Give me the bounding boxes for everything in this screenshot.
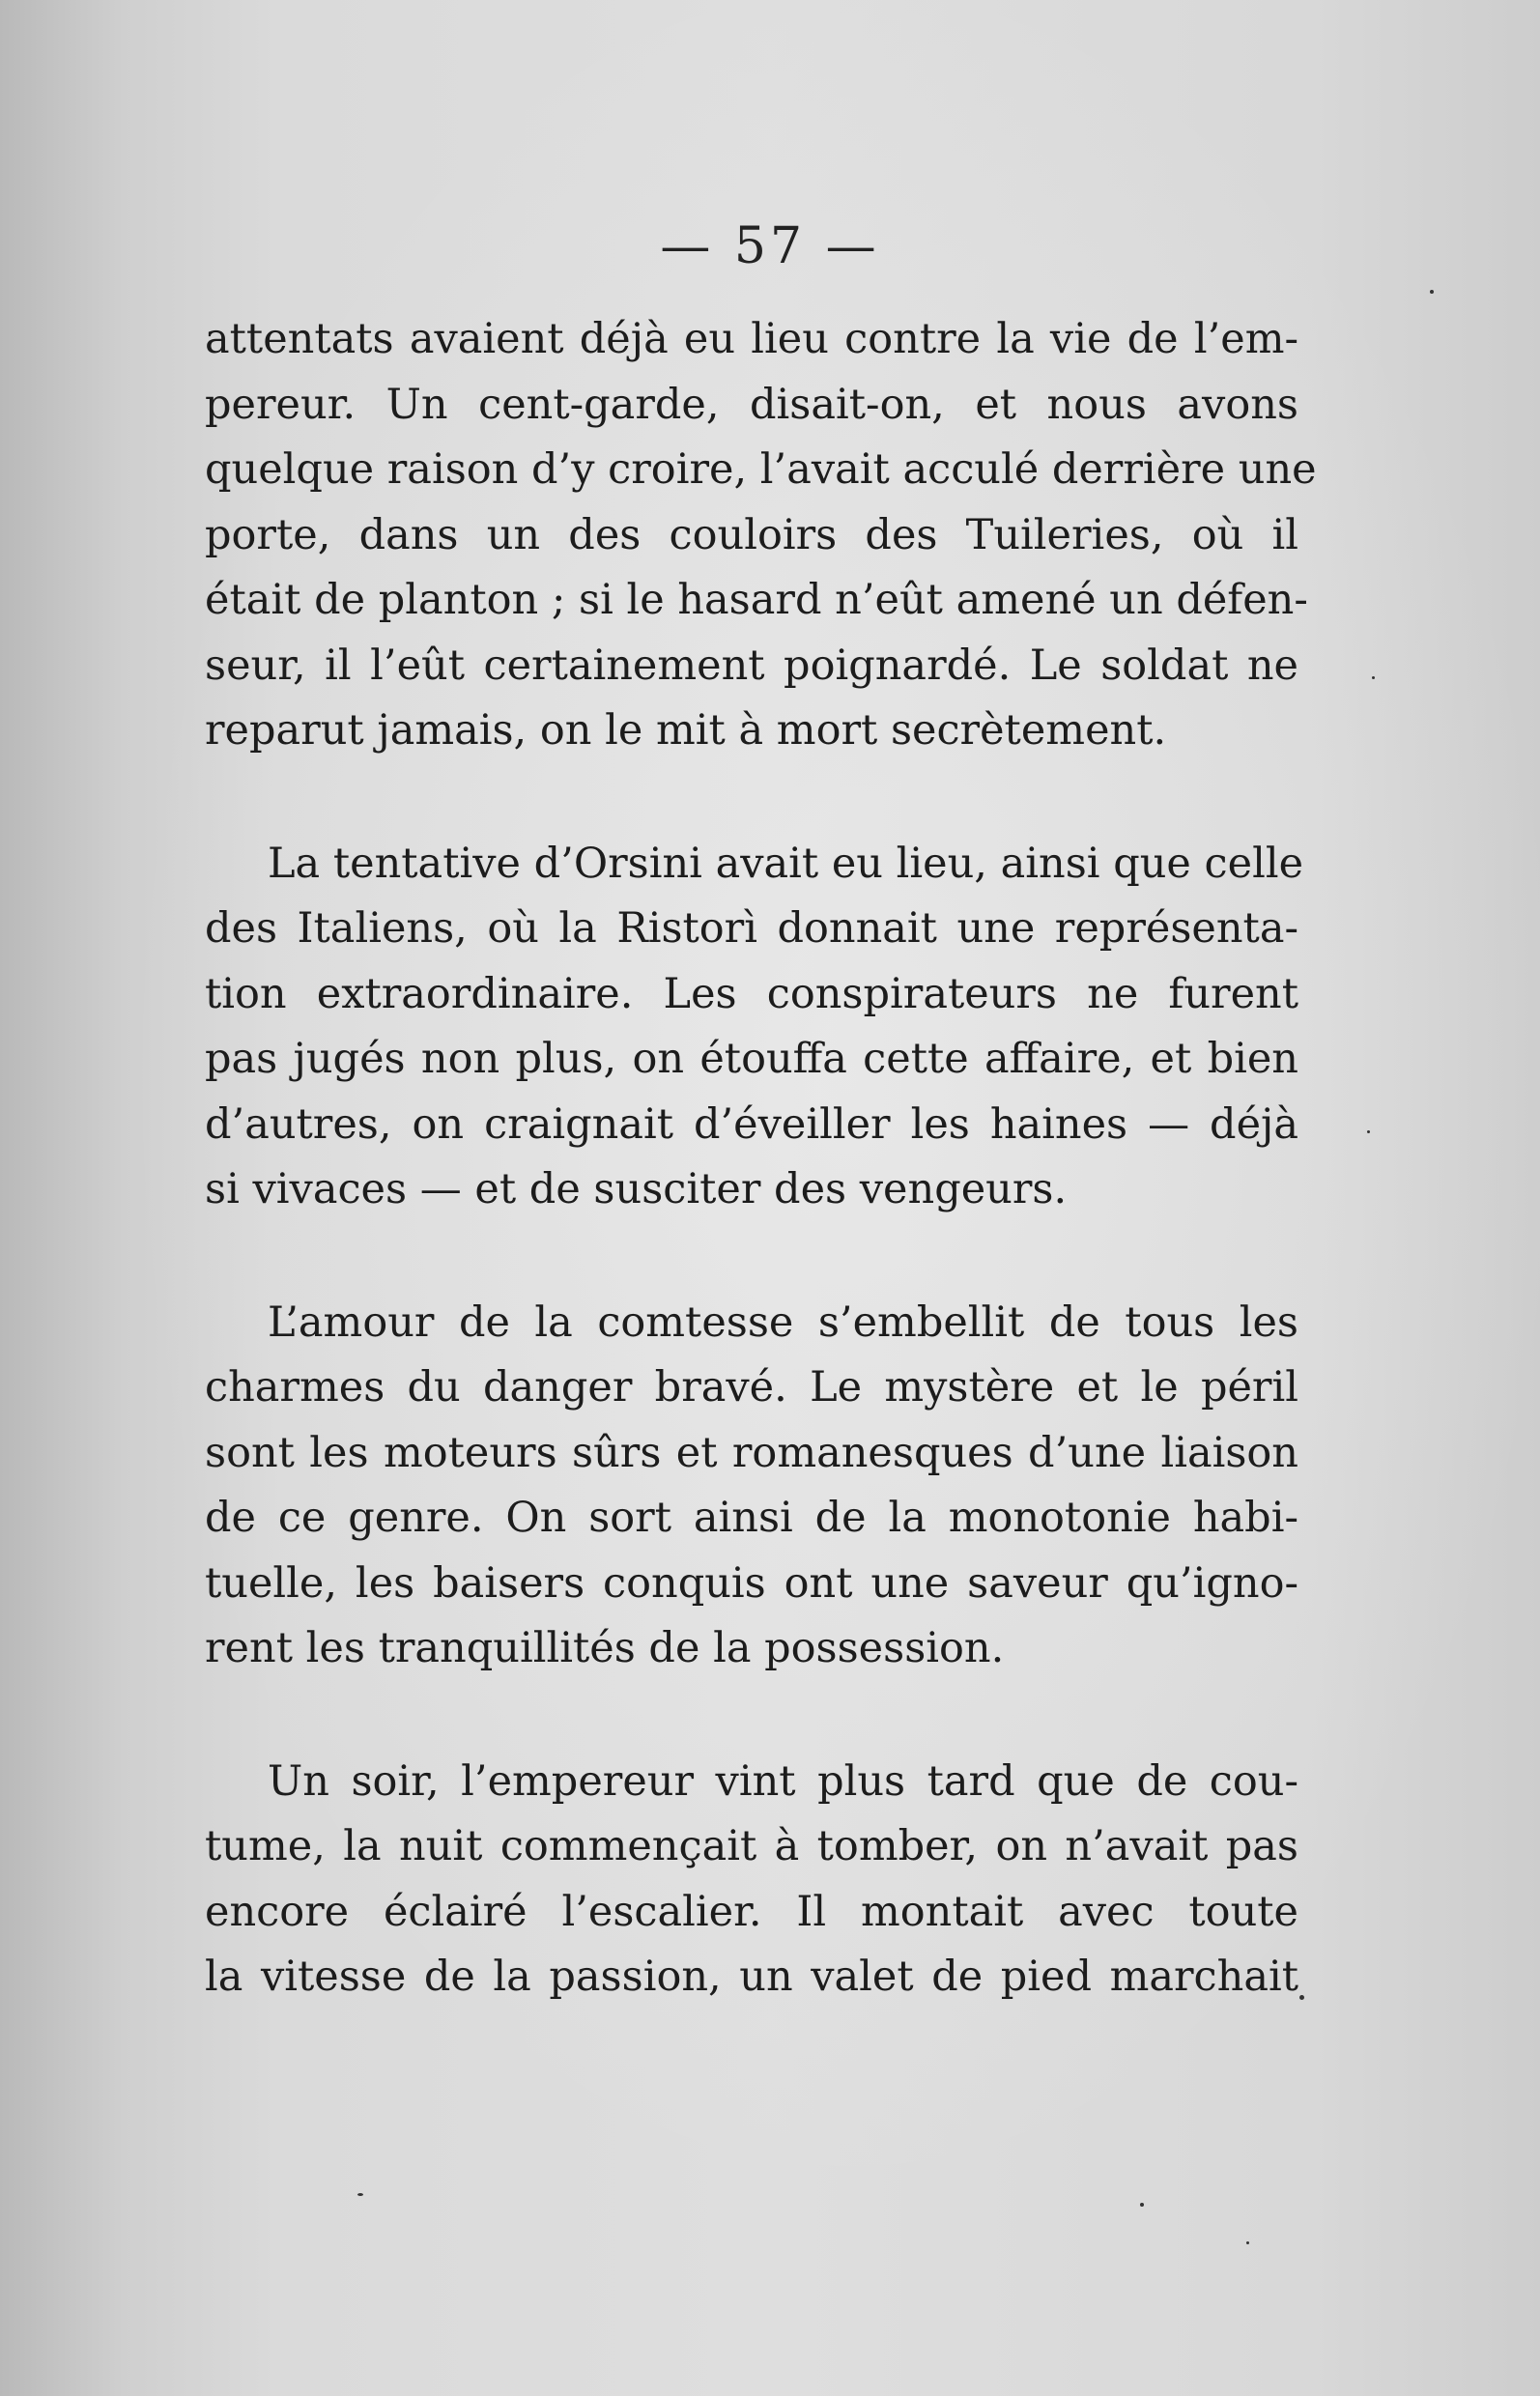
paragraph-4: [205, 1750, 1298, 2011]
text-line: La tentative d’Orsini avait eu lieu, ainsi que celle: [268, 839, 1304, 888]
text-line: encore éclairé l’escalier. Il montait avec toute: [205, 1887, 1298, 1936]
paper-speck: [1372, 676, 1375, 679]
paper-speck: [1246, 2241, 1249, 2244]
paper-speck: [1140, 2203, 1144, 2207]
text-line: tuelle, les baisers conquis ont une saveur qu’igno-: [205, 1558, 1298, 1608]
paper-speck: [1299, 1995, 1304, 2000]
text-line: pereur. Un cent-garde, disait-on, et nous avons: [205, 380, 1298, 429]
text-line: de ce genre. On sort ainsi de la monotonie habi-: [205, 1494, 1298, 1542]
text-line: était de planton ; si le hasard n’eût amené un défen-: [205, 576, 1308, 624]
text-line: quelque raison d’y croire, l’avait acculé derrière une: [205, 445, 1317, 494]
body-text: [205, 307, 1317, 2078]
text-line: seur, il l’eût certainement poignardé. Le soldat ne: [205, 641, 1298, 690]
text-line: tion extraordinaire. Les conspirateurs ne furent: [205, 969, 1298, 1018]
page-number: — 57 —: [660, 217, 880, 275]
text-line: L’amour de la comtesse s’embellit de tous les: [268, 1298, 1298, 1347]
text-line: rent les tranquillités de la possession.: [205, 1624, 1005, 1672]
paragraph-1: [205, 307, 1317, 764]
text-line: porte, dans un des couloirs des Tuileries, où il: [205, 510, 1298, 559]
paragraph-3: [205, 1291, 1298, 1682]
paper-speck: [1367, 1130, 1370, 1133]
text-line: d’autres, on craignait d’éveiller les haines — déjà: [205, 1099, 1298, 1149]
text-line: tume, la nuit commençait à tomber, on n’avait pas: [205, 1822, 1298, 1870]
text-line: sont les moteurs sûrs et romanesques d’une liaison: [205, 1428, 1298, 1477]
paragraph-2: [205, 832, 1304, 1223]
text-line: Un soir, l’empereur vint plus tard que de cou-: [268, 1756, 1298, 1806]
text-line: charmes du danger bravé. Le mystère et le péril: [205, 1363, 1298, 1412]
text-line: attentats avaient déjà eu lieu contre la vie de l’em-: [205, 315, 1298, 363]
text-line: pas jugés non plus, on étouffa cette affaire, et bien: [205, 1035, 1298, 1083]
text-line: des Italiens, où la Ristorì donnait une représenta-: [205, 904, 1298, 953]
text-line: si vivaces — et de susciter des vengeurs.: [205, 1165, 1068, 1213]
paper-speck: [1430, 290, 1434, 294]
paper-speck: [357, 2193, 363, 2196]
text-line: reparut jamais, on le mit à mort secrètement.: [205, 706, 1167, 755]
text-line: la vitesse de la passion, un valet de pied marchait: [205, 1953, 1298, 2001]
